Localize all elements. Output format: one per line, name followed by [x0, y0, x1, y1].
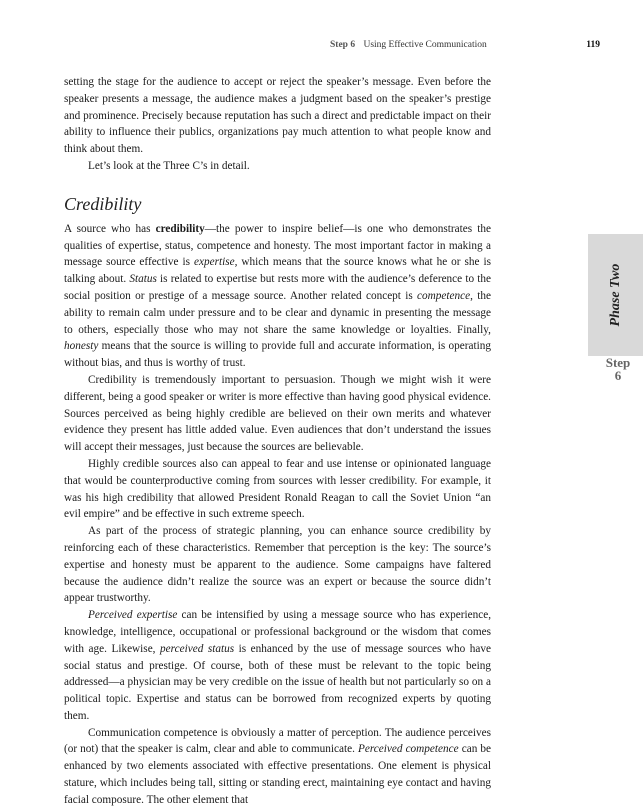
- running-head: [330, 40, 600, 50]
- paragraph: Let’s look at the Three C’s in detail.: [88, 159, 250, 172]
- side-step-number: 6: [614, 368, 622, 383]
- section-heading: Credibility: [64, 193, 142, 214]
- paragraph: [64, 725, 491, 809]
- phase-side-tab: [588, 234, 643, 356]
- text-run: is enhanced by the use of message sources who have social status and prestige. Of course, both of these must be relevant to the topic being addressed—a physician may be very credible on the issue of health but not particularly so on a political topic. Expertise and status can be borrowed from recognized experts by quoting them.: [64, 642, 491, 722]
- text-run: A source who has: [64, 222, 156, 235]
- text-run: means that the source is willing to provide full and accurate information, is operating without bias, and thus is worthy of trust.: [64, 340, 491, 370]
- text-run: can be intensified by using a message source who has experience, knowledge, intelligence, occupational or professional background or the wisdom that comes with age. Likewise,: [64, 609, 492, 655]
- side-step-word: Step: [605, 355, 631, 370]
- paragraph: Credibility is tremendously important to persuasion. Though we might wish it were different, being a good speaker or writer is more effective than having good physical evidence. Sources perceived as being highly credible are believed on their own merits and whatever evidence they present has little added value. Even audiences that don’t understand the issues will accept their messages, just because the sources are believable.: [64, 373, 491, 454]
- side-step-marker: [598, 356, 638, 382]
- text-run: can be enhanced by two elements associated with effective presentations. One element is physical stature, which includes being tall, sitting or standing erect, maintaining eye contact and having facial composure. The other element that: [64, 743, 491, 806]
- text-run: —the power to inspire belief—is one who demonstrates the qualities of expertise, status, competence and honesty. The most important factor in making a message source effective is: [64, 222, 491, 269]
- paragraph: As part of the process of strategic planning, you can enhance source credibility by reinforcing each of these characteristics. Remember that perception is the key: The source’s expertise and honesty must be apparent to the audience. Some campaigns have faltered because the audience didn’t realize the source was an expert or because the source didn’t appear trustworthy.: [64, 525, 491, 605]
- term-perceived-expertise: Perceived expertise: [88, 609, 178, 622]
- page-number: 119: [586, 40, 600, 50]
- term-perceived-status: perceived status: [160, 642, 235, 655]
- running-head-step: Step 6: [330, 40, 356, 50]
- phase-label: Phase Two: [607, 263, 623, 327]
- paragraph: [64, 607, 491, 725]
- paragraph: [64, 221, 491, 372]
- text-run: , the ability to remain calm under pressure and to be clear and dynamic in presenting the message to others, especially those who may not share the same knowledge or loyalties. Finally,: [64, 289, 491, 336]
- text-run: which means that the source knows what he or she is talking about.: [64, 256, 491, 286]
- paragraph: Highly credible sources also can appeal to fear and use intense or opinionated language that would be counterproductive coming from sources with lesser credibility. For example, it was his high credibility that allowed President Ronald Reagan to call the Soviet Union “an evil empire” and be effective in such extreme speech.: [64, 457, 491, 521]
- term-competence: competence: [417, 289, 471, 302]
- term-honesty: honesty: [64, 340, 99, 353]
- text-run: Communication competence is obviously a matter of perception. The audience perceives (or not) that the speaker is calm, clear and able to communicate.: [64, 726, 491, 756]
- running-head-title: Using Effective Communication: [363, 40, 487, 50]
- body-text: [64, 74, 491, 809]
- term-expertise: expertise,: [193, 256, 238, 269]
- key-term-credibility: credibility: [155, 222, 205, 235]
- term-perceived-competence: Perceived competence: [357, 743, 459, 756]
- paragraph: setting the stage for the audience to accept or reject the speaker’s message. Even before the speaker presents a message, the audience makes a judgment based on the speaker’s prestige and prominence. Precisely because reputation has such a direct and predictable impact on their ability to influence their publics, organizations pay much attention to what people know and think about them.: [64, 76, 491, 156]
- text-run: is related to expertise but rests more with the audience’s deference to the social position or prestige of a message source. Another related concept is: [64, 273, 491, 302]
- term-status: Status: [129, 273, 157, 286]
